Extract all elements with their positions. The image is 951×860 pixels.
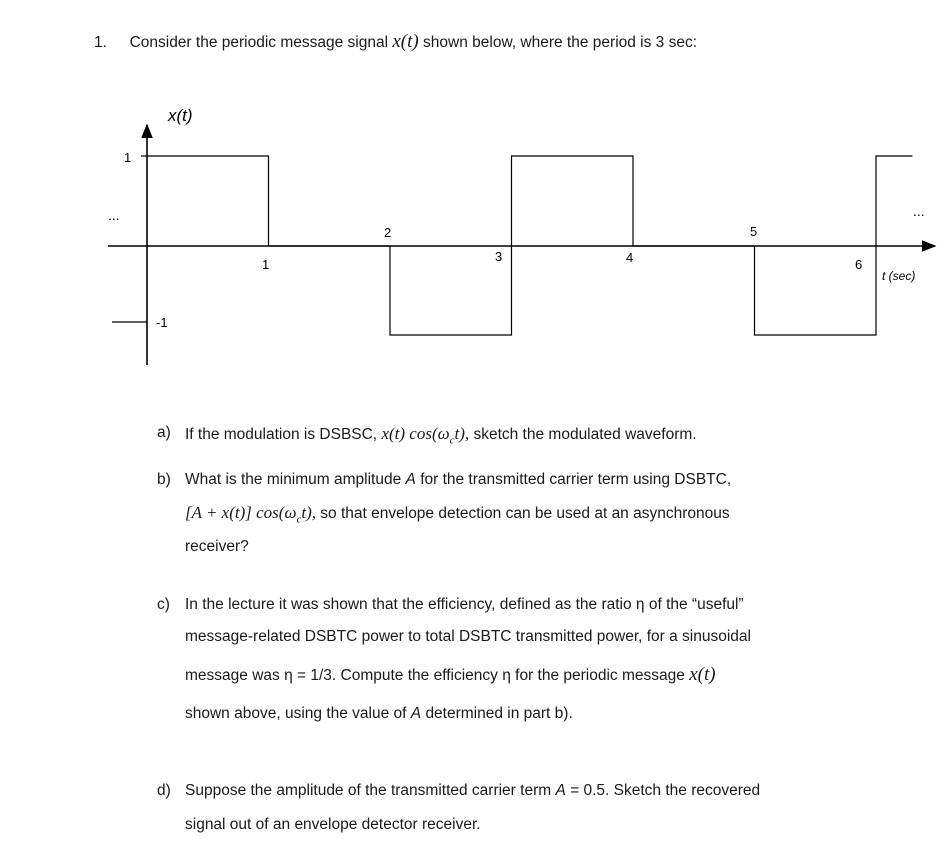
part-c-line-3: message was η = 1/3. Compute the efficiency η for the periodic message x(t) xyxy=(185,664,716,685)
part-c-line-2: message-related DSBTC power to total DSBTC transmitted power, for a sinusoidal xyxy=(185,628,751,645)
part-c-label: c) xyxy=(157,596,170,613)
question-intro-before: Consider the periodic message signal xyxy=(129,34,389,51)
part-a-text-after: sketch the modulated waveform. xyxy=(473,426,697,443)
part-c-line-4: shown above, using the value of A determined in part b). xyxy=(185,705,573,722)
part-a-text-before: If the modulation is DSBSC, xyxy=(185,426,378,443)
y-tick-label-neg: -1 xyxy=(156,315,168,330)
x-axis-label: t (sec) xyxy=(882,269,916,283)
part-a-label: a) xyxy=(157,424,171,441)
y-axis-label: x(t) xyxy=(168,106,193,125)
x-tick-label-4: 4 xyxy=(626,250,634,265)
part-d-line-2: signal out of an envelope detector receiver. xyxy=(185,816,481,833)
y-tick-label-pos: 1 xyxy=(124,150,132,165)
signal-symbol: x(t) xyxy=(392,31,419,52)
x-tick-label-1: 1 xyxy=(262,257,270,272)
signal-figure xyxy=(0,0,951,400)
x-tick-label-3: 3 xyxy=(495,249,503,264)
part-b-math: [A + x(t)] $\cos(\omega_ct)$, xyxy=(185,503,316,526)
ellipsis-right: ... xyxy=(913,203,925,219)
part-d-label: d) xyxy=(157,782,171,799)
x-tick-label-5: 5 xyxy=(750,224,758,239)
x-tick-label-6: 6 xyxy=(855,257,863,272)
question-intro-after: shown below, where the period is 3 sec: xyxy=(423,34,698,51)
ellipsis-left: ... xyxy=(108,207,120,223)
part-a-line xyxy=(185,424,697,446)
part-b-label: b) xyxy=(157,471,171,488)
part-c-var-a: A xyxy=(410,705,422,722)
part-c-signal: x(t) xyxy=(689,664,716,685)
part-d-var-a: A xyxy=(555,782,566,799)
part-c-line-1: In the lecture it was shown that the efficiency, defined as the ratio η of the “useful” xyxy=(185,596,744,613)
question-number: 1. xyxy=(94,34,107,51)
part-d-line-1: Suppose the amplitude of the transmitted carrier term A = 0.5. Sketch the recovered xyxy=(185,782,761,799)
part-b-line-3: receiver? xyxy=(185,538,249,555)
part-b-var-a: A xyxy=(405,471,416,488)
part-a-math: x(t) $\cos(\omega_ct)$, xyxy=(381,424,470,447)
part-b-line-2: [A + x(t)] $\cos(\omega_ct)$, so that envelope detection can be used at an asynchronous xyxy=(185,503,730,526)
x-tick-label-2: 2 xyxy=(384,225,392,240)
part-b-line-1: What is the minimum amplitude A for the transmitted carrier term using DSBTC, xyxy=(185,471,732,488)
